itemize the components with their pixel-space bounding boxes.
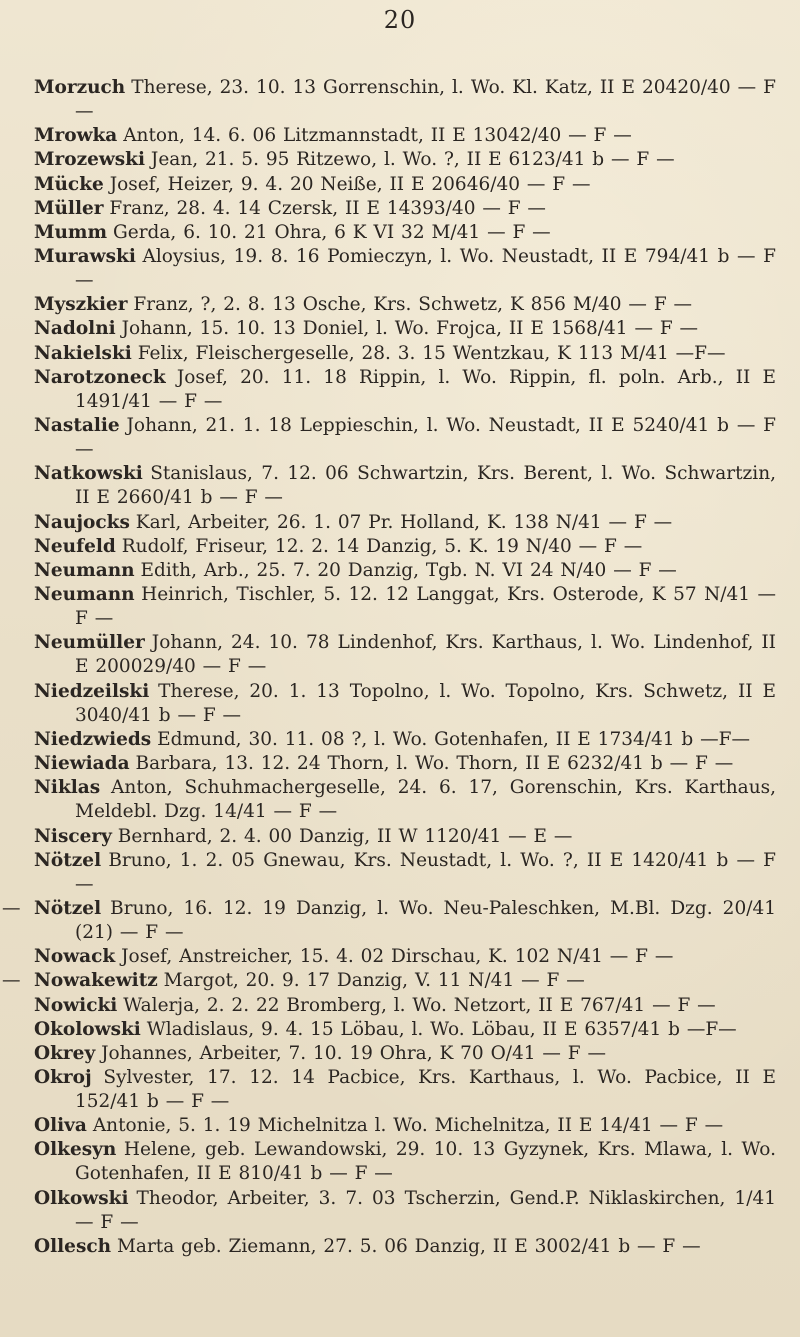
entry-surname: Mücke bbox=[34, 173, 104, 195]
list-item bbox=[34, 1235, 776, 1259]
list-item bbox=[34, 1187, 776, 1235]
entry-details: Anton, Schuhmachergeselle, 24. 6. 17, Gorenschin, Krs. Karthaus, Meldebl. Dzg. 14/41 — F — bbox=[75, 777, 776, 823]
entry-list bbox=[2, 76, 777, 1259]
entry-surname: Okroj bbox=[34, 1066, 92, 1088]
entry-surname: Okolowski bbox=[34, 1018, 141, 1040]
entry-details: Felix, Fleischergeselle, 28. 3. 15 Wentzkau, K 113 M/41 —F— bbox=[137, 342, 726, 364]
list-item bbox=[34, 221, 776, 245]
entry-details: Josef, Heizer, 9. 4. 20 Neiße, II E 20646/40 — F — bbox=[109, 173, 591, 195]
entry-details: Bruno, 1. 2. 05 Gnewau, Krs. Neustadt, l. Wo. ?, II E 1420/41 b — F — bbox=[75, 849, 777, 895]
list-item bbox=[34, 317, 776, 341]
entry-surname: Okrey bbox=[34, 1042, 96, 1064]
entry-details: Karl, Arbeiter, 26. 1. 07 Pr. Holland, K. 138 N/41 — F — bbox=[135, 511, 673, 533]
entry-details: Anton, 14. 6. 06 Litzmannstadt, II E 13042/40 — F — bbox=[123, 125, 632, 147]
entry-surname: Niewiada bbox=[34, 753, 130, 775]
entry-details: Bernhard, 2. 4. 00 Danzig, II W 1120/41 — E — bbox=[117, 825, 573, 847]
list-item bbox=[34, 1042, 776, 1066]
list-item bbox=[34, 511, 776, 535]
entry-surname: Mrozewski bbox=[34, 149, 146, 171]
entry-details: Wladislaus, 9. 4. 15 Löbau, l. Wo. Löbau, II E 6357/41 b —F— bbox=[146, 1018, 737, 1040]
entry-surname: Neufeld bbox=[34, 535, 116, 557]
entry-details: Stanislaus, 7. 12. 06 Schwartzin, Krs. Berent, l. Wo. Schwartzin, II E 2660/41 b — F — bbox=[75, 463, 776, 509]
entry-details: Heinrich, Tischler, 5. 12. 12 Langgat, Krs. Osterode, K 57 N/41 — F — bbox=[75, 584, 776, 630]
entry-details: Therese, 20. 1. 13 Topolno, l. Wo. Topolno, Krs. Schwetz, II E 3040/41 b — F — bbox=[75, 680, 776, 726]
entry-surname: Neumann bbox=[34, 559, 135, 581]
list-item bbox=[34, 728, 776, 752]
list-item bbox=[34, 535, 776, 559]
list-item bbox=[34, 752, 776, 776]
margin-dash-mark: — bbox=[2, 970, 21, 992]
entry-surname: Niscery bbox=[34, 825, 112, 847]
list-item bbox=[34, 1114, 776, 1138]
entry-surname: Nötzel bbox=[34, 849, 102, 871]
list-item bbox=[34, 1066, 776, 1114]
list-item bbox=[2, 969, 776, 993]
entry-surname: Olkowski bbox=[34, 1187, 129, 1209]
entry-details: Josef, 20. 11. 18 Rippin, l. Wo. Rippin, fl. poln. Arb., II E 1491/41 — F — bbox=[75, 366, 777, 412]
entry-details: Sylvester, 17. 12. 14 Pacbice, Krs. Karthaus, l. Wo. Pacbice, II E 152/41 b — F — bbox=[75, 1066, 776, 1112]
list-item bbox=[34, 148, 776, 172]
entry-surname: Myszkier bbox=[34, 294, 128, 316]
entry-details: Franz, 28. 4. 14 Czersk, II E 14393/40 — F — bbox=[109, 197, 546, 219]
list-item bbox=[34, 245, 776, 293]
list-item bbox=[34, 124, 776, 148]
list-item bbox=[34, 1138, 776, 1186]
entry-surname: Niklas bbox=[34, 777, 101, 799]
list-item bbox=[34, 342, 776, 366]
entry-details: Margot, 20. 9. 17 Danzig, V. 11 N/41 — F — bbox=[163, 970, 585, 992]
entry-details: Therese, 23. 10. 13 Gorrenschin, l. Wo. Kl. Katz, II E 20420/40 — F — bbox=[75, 77, 776, 122]
entry-surname: Nadolni bbox=[34, 318, 116, 340]
list-item bbox=[34, 776, 776, 824]
entry-surname: Olkesyn bbox=[34, 1139, 117, 1161]
entry-details: Helene, geb. Lewandowski, 29. 10. 13 Gyzynek, Krs. Mlawa, l. Wo. Gotenhafen, II E 810/41 b — F — bbox=[75, 1139, 776, 1185]
entry-details: Franz, ?, 2. 8. 13 Osche, Krs. Schwetz, K 856 M/40 — F — bbox=[133, 294, 693, 316]
entry-details: Jean, 21. 5. 95 Ritzewo, l. Wo. ?, II E 6123/41 b — F — bbox=[150, 149, 675, 171]
list-item bbox=[34, 293, 776, 317]
entry-surname: Müller bbox=[34, 197, 104, 219]
entry-surname: Neumann bbox=[34, 584, 135, 606]
entry-surname: Nowack bbox=[34, 946, 116, 968]
entry-details: Barbara, 13. 12. 24 Thorn, l. Wo. Thorn, II E 6232/41 b — F — bbox=[135, 753, 734, 775]
list-item bbox=[34, 825, 776, 849]
list-item bbox=[34, 631, 776, 679]
entry-surname: Murawski bbox=[34, 246, 136, 267]
list-item bbox=[2, 897, 776, 945]
page-number: 20 bbox=[383, 6, 417, 34]
entry-details: Edith, Arb., 25. 7. 20 Danzig, Tgb. N. VI 24 N/40 — F — bbox=[140, 559, 677, 581]
list-item bbox=[34, 1018, 776, 1042]
list-item bbox=[34, 680, 776, 728]
list-item bbox=[34, 197, 776, 221]
list-item bbox=[34, 945, 776, 969]
entry-details: Walerja, 2. 2. 22 Bromberg, l. Wo. Netzort, II E 767/41 — F — bbox=[123, 994, 716, 1016]
entry-surname: Ollesch bbox=[34, 1235, 112, 1257]
entry-surname: Oliva bbox=[34, 1115, 87, 1137]
entry-details: Johannes, Arbeiter, 7. 10. 19 Ohra, K 70 O/41 — F — bbox=[101, 1042, 607, 1064]
entry-surname: Mrowka bbox=[34, 125, 118, 147]
list-item bbox=[34, 583, 776, 631]
entry-details: Gerda, 6. 10. 21 Ohra, 6 K VI 32 M/41 — F — bbox=[112, 221, 551, 243]
entry-surname: Nastalie bbox=[34, 415, 120, 437]
entry-details: Aloysius, 19. 8. 16 Pomieczyn, l. Wo. Neustadt, II E 794/41 b — F — bbox=[75, 246, 776, 291]
entry-details: Johann, 21. 1. 18 Leppieschin, l. Wo. Neustadt, II E 5240/41 b — F — bbox=[75, 415, 776, 461]
list-item bbox=[34, 366, 776, 414]
entry-surname: Nowakewitz bbox=[34, 970, 158, 992]
entry-surname: Mumm bbox=[34, 221, 108, 243]
entry-details: Josef, Anstreicher, 15. 4. 02 Dirschau, K. 102 N/41 — F — bbox=[121, 946, 674, 968]
entry-surname: Niedzwieds bbox=[34, 728, 152, 750]
entry-surname: Neumüller bbox=[34, 632, 145, 654]
list-item bbox=[34, 173, 776, 197]
entry-details: Johann, 24. 10. 78 Lindenhof, Krs. Karthaus, l. Wo. Lindenhof, II E 200029/40 — F — bbox=[75, 632, 776, 678]
entry-surname: Niedzeilski bbox=[34, 680, 150, 702]
list-item bbox=[34, 559, 776, 583]
entry-surname: Nowicki bbox=[34, 994, 118, 1016]
list-item bbox=[34, 462, 776, 510]
list-item bbox=[34, 994, 776, 1018]
list-item bbox=[34, 76, 776, 124]
entry-details: Edmund, 30. 11. 08 ?, l. Wo. Gotenhafen, II E 1734/41 b —F— bbox=[157, 728, 750, 750]
entry-surname: Narotzoneck bbox=[34, 366, 166, 388]
entry-details: Bruno, 16. 12. 19 Danzig, l. Wo. Neu-Paleschken, M.Bl. Dzg. 20/41 (21) — F — bbox=[75, 897, 776, 943]
entry-details: Theodor, Arbeiter, 3. 7. 03 Tscherzin, Gend.P. Niklaskirchen, 1/41 — F — bbox=[75, 1187, 776, 1233]
entry-surname: Nötzel bbox=[34, 897, 102, 919]
list-item bbox=[34, 849, 776, 897]
entry-surname: Nakielski bbox=[34, 342, 132, 364]
entry-details: Antonie, 5. 1. 19 Michelnitza l. Wo. Michelnitza, II E 14/41 — F — bbox=[92, 1115, 724, 1137]
entry-details: Johann, 15. 10. 13 Doniel, l. Wo. Frojca, II E 1568/41 — F — bbox=[121, 318, 699, 340]
entry-surname: Morzuch bbox=[34, 77, 126, 98]
entry-surname: Natkowski bbox=[34, 463, 143, 485]
entry-details: Marta geb. Ziemann, 27. 5. 06 Danzig, II E 3002/41 b — F — bbox=[116, 1235, 701, 1257]
entry-details: Rudolf, Friseur, 12. 2. 14 Danzig, 5. K. 19 N/40 — F — bbox=[121, 535, 643, 557]
margin-dash-mark: — bbox=[2, 897, 21, 919]
list-item bbox=[34, 414, 776, 462]
entry-surname: Naujocks bbox=[34, 511, 130, 533]
